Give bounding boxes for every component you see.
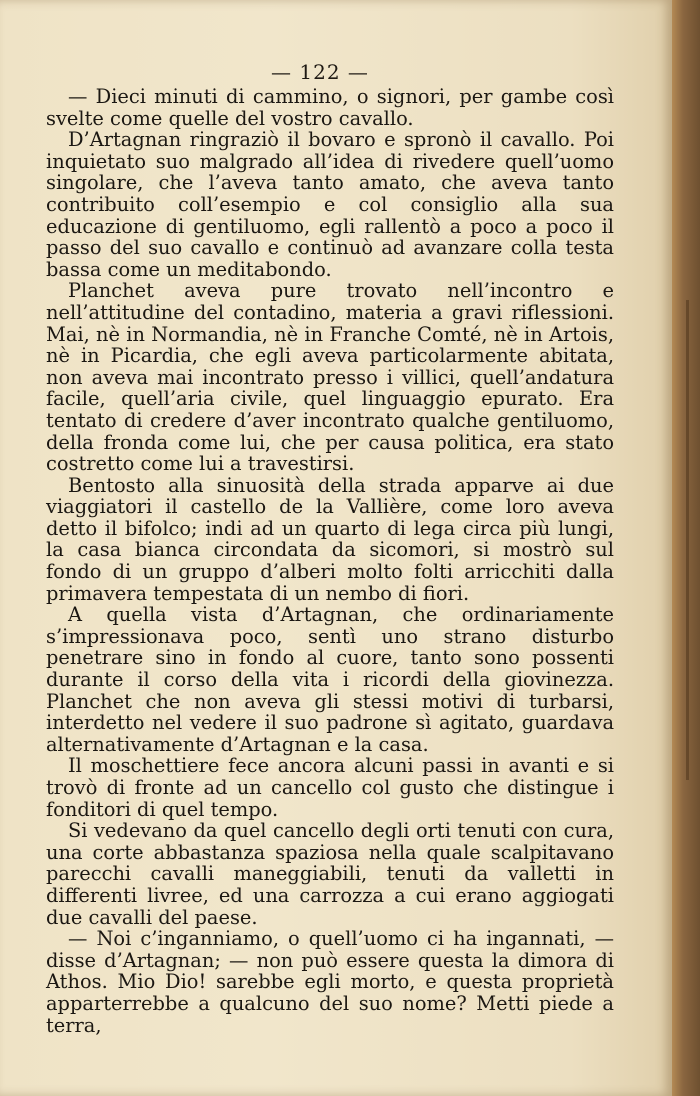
paragraph: — Noi c’inganniamo, o quell’uomo ci ha ingannati, — disse d’Artagnan; — non può essere questa la dimora di Athos. Mio Dio! sarebbe egli morto, e questa proprietà apparterrebbe a qualcuno del suo nome? Metti piede a terra, (46, 927, 614, 1037)
paragraph: Bentosto alla sinuosità della strada apparve ai due viaggiatori il castello de la Vallière, come loro aveva detto il bifolco; indi ad un quarto di lega circa più lungi, la casa bianca circondata da sicomori, si mostrò sul fondo di un gruppo d’alberi molto folti arricchiti dalla primavera tempestata di un nembo di fiori. (46, 473, 614, 605)
paragraph: Si vedevano da quel cancello degli orti tenuti con cura, una corte abbastanza spaziosa nella quale scalpitavano parecchi cavalli maneggiabili, tenuti da valletti in differenti livree, ed una carrozza a cui erano aggiogati due cavalli del paese. (46, 819, 614, 929)
paragraph: Planchet aveva pure trovato nell’incontro e nell’attitudine del contadino, materia a gravi riflessioni. Mai, nè in Normandia, nè in Franche Comté, nè in Artois, nè in Picardia, che egli aveva particolarmente abitata, non aveva mai incontrato presso i villici, quell’andatura facile, quell’aria civile, quel linguaggio epurato. Era tentato di credere d’aver incontrato qualche gentiluomo, della fronda come lui, che per causa politica, era stato costretto come lui a travestirsi. (46, 279, 614, 476)
paragraph: A quella vista d’Artagnan, che ordinariamente s’impressionava poco, sentì uno strano disturbo penetrare sino in fondo al cuore, tanto sono possenti durante il corso della vita i ricordi della giovinezza. Planchet che non aveva gli stessi motivi di turbarsi, interdetto nel vedere il suo padrone sì agitato, guardava alternativamente d’Artagnan e la casa. (46, 603, 614, 756)
page-edge-shadow (686, 300, 689, 780)
paragraph: D’Artagnan ringraziò il bovaro e spronò il cavallo. Poi inquietato suo malgrado all’idea di rivedere quell’uomo singolare, che l’aveva tanto amato, che aveva tanto contribuito coll’esempio e col consiglio alla sua educazione di gentiluomo, egli rallentò a poco a poco il passo del suo cavallo e continuò ad avanzare colla testa bassa come un meditabondo. (46, 128, 614, 281)
paragraph: Il moschettiere fece ancora alcuni passi in avanti e si trovò di fronte ad un cancello col gusto che distingue i fonditori di quel tempo. (46, 754, 614, 821)
body-text (46, 86, 614, 1036)
page-number: — 122 — (271, 60, 369, 84)
paragraph: — Dieci minuti di cammino, o signori, per gambe così svelte come quelle del vostro cavallo. (46, 85, 614, 130)
